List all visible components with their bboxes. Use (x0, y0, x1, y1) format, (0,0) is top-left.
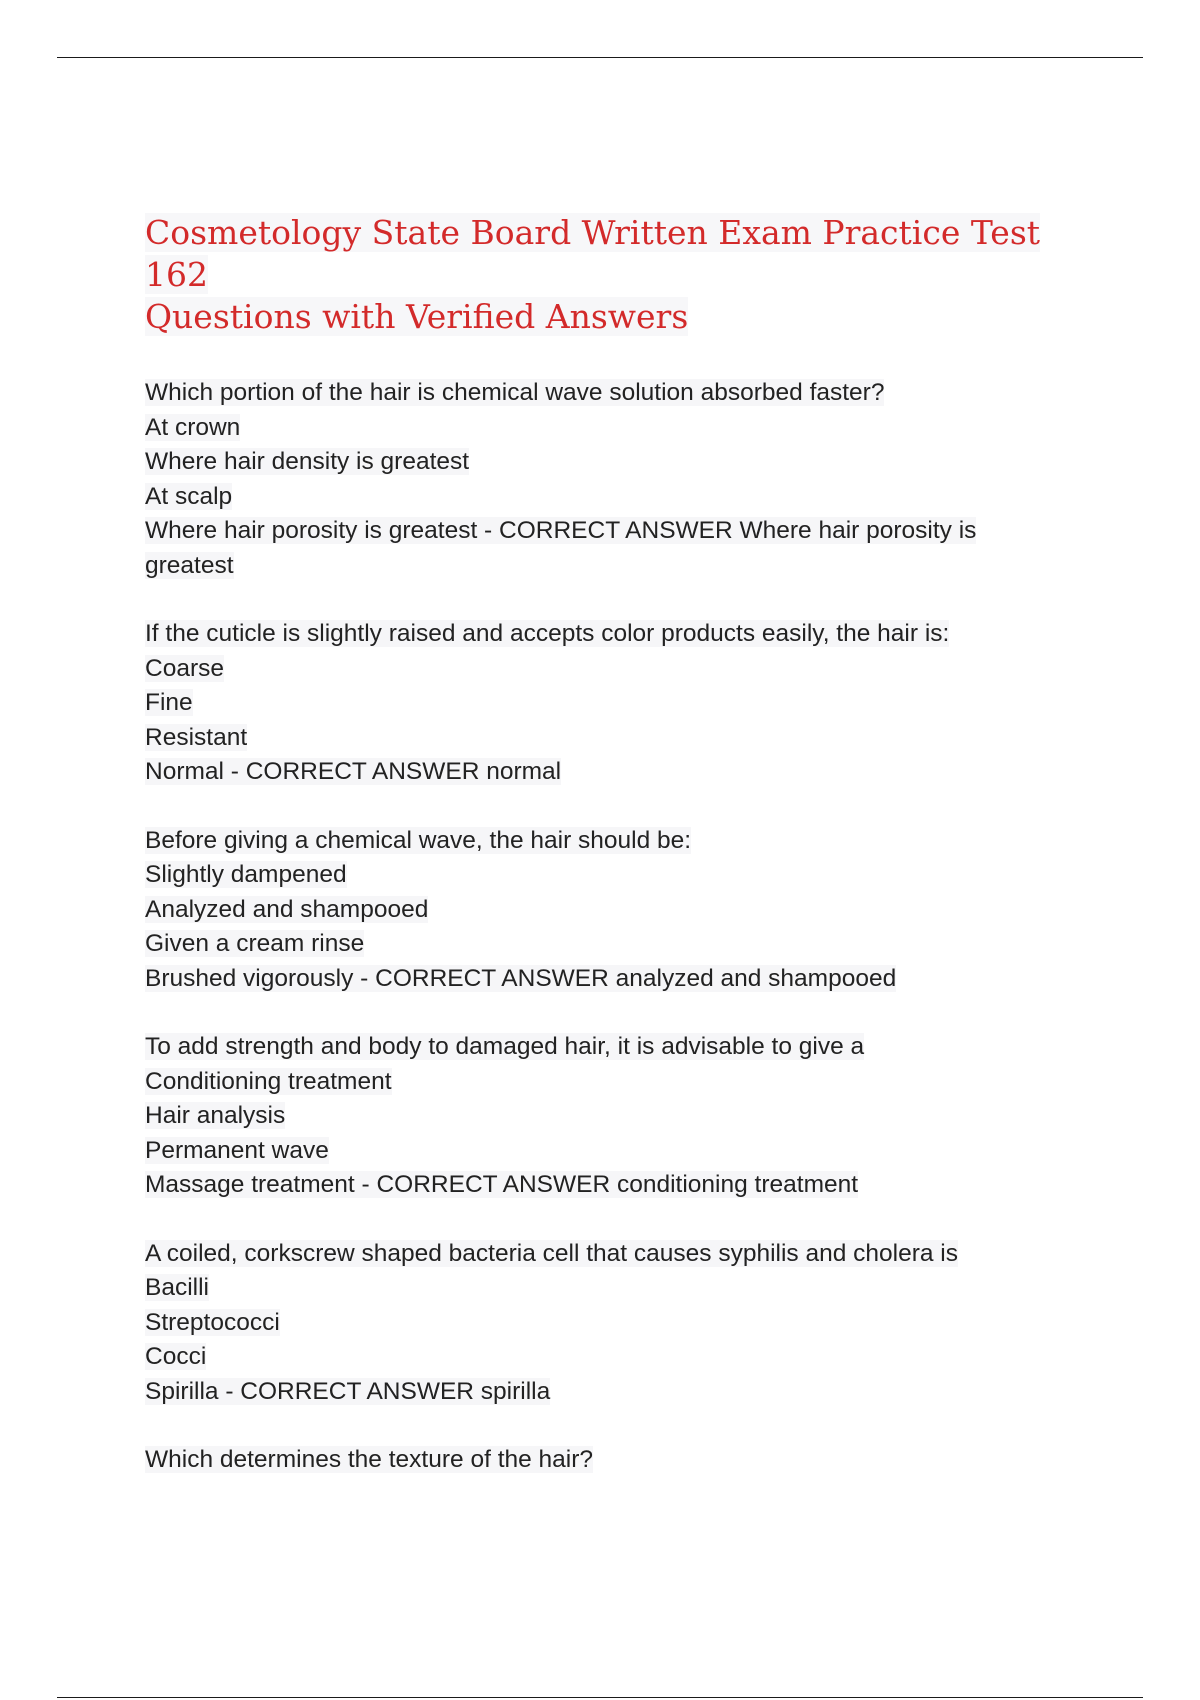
question-text: If the cuticle is slightly raised and accepts color products easily, the hair is: (145, 620, 950, 647)
question-block (145, 1237, 1045, 1410)
answer-option: Bacilli (145, 1274, 209, 1301)
answer-option-continued: greatest (145, 551, 234, 579)
answer-option: At crown (145, 413, 241, 441)
question-block (145, 1443, 1045, 1478)
answer-option: Cocci (145, 1343, 207, 1370)
answer-option: Slightly dampened (145, 861, 347, 888)
answer-option: Permanent wave (145, 1136, 329, 1164)
question-block (145, 1030, 1045, 1203)
answer-option: Normal - CORRECT ANSWER normal (145, 758, 562, 785)
answer-option: Fine (145, 689, 193, 716)
question-text: Before giving a chemical wave, the hair should be: (145, 826, 692, 854)
question-block (145, 376, 1045, 583)
answer-option: Massage treatment - CORRECT ANSWER conditioning treatment (145, 1171, 859, 1198)
document-title (145, 212, 1045, 338)
question-text: Which determines the texture of the hair? (145, 1446, 594, 1473)
answer-option: Analyzed and shampooed (145, 895, 429, 923)
answer-option: Resistant (145, 723, 248, 751)
answer-option: Conditioning treatment (145, 1067, 392, 1095)
document-content (145, 212, 1045, 1512)
question-text: A coiled, corkscrew shaped bacteria cell that causes syphilis and cholera is (145, 1239, 958, 1267)
answer-option: Spirilla - CORRECT ANSWER spirilla (145, 1377, 551, 1405)
question-block (145, 824, 1045, 997)
top-rule (57, 57, 1143, 58)
answer-option: Streptococci (145, 1308, 280, 1336)
question-text: To add strength and body to damaged hair, it is advisable to give a (145, 1033, 865, 1060)
answer-option: Where hair density is greatest (145, 448, 470, 475)
answer-option: Hair analysis (145, 1102, 286, 1129)
answer-option: Given a cream rinse (145, 930, 365, 957)
question-text: Which portion of the hair is chemical wave solution absorbed faster? (145, 379, 885, 406)
answer-option: At scalp (145, 482, 233, 510)
question-block (145, 617, 1045, 790)
title-line-1: Cosmetology State Board Written Exam Practice Test 162 (145, 213, 1041, 294)
answer-option: Coarse (145, 654, 224, 682)
question-list (145, 376, 1045, 1478)
title-line-2: Questions with Verified Answers (145, 297, 689, 336)
answer-option: Brushed vigorously - CORRECT ANSWER analyzed and shampooed (145, 964, 897, 992)
answer-option: Where hair porosity is greatest - CORRECT ANSWER Where hair porosity is (145, 517, 977, 544)
bottom-rule (57, 1697, 1143, 1698)
